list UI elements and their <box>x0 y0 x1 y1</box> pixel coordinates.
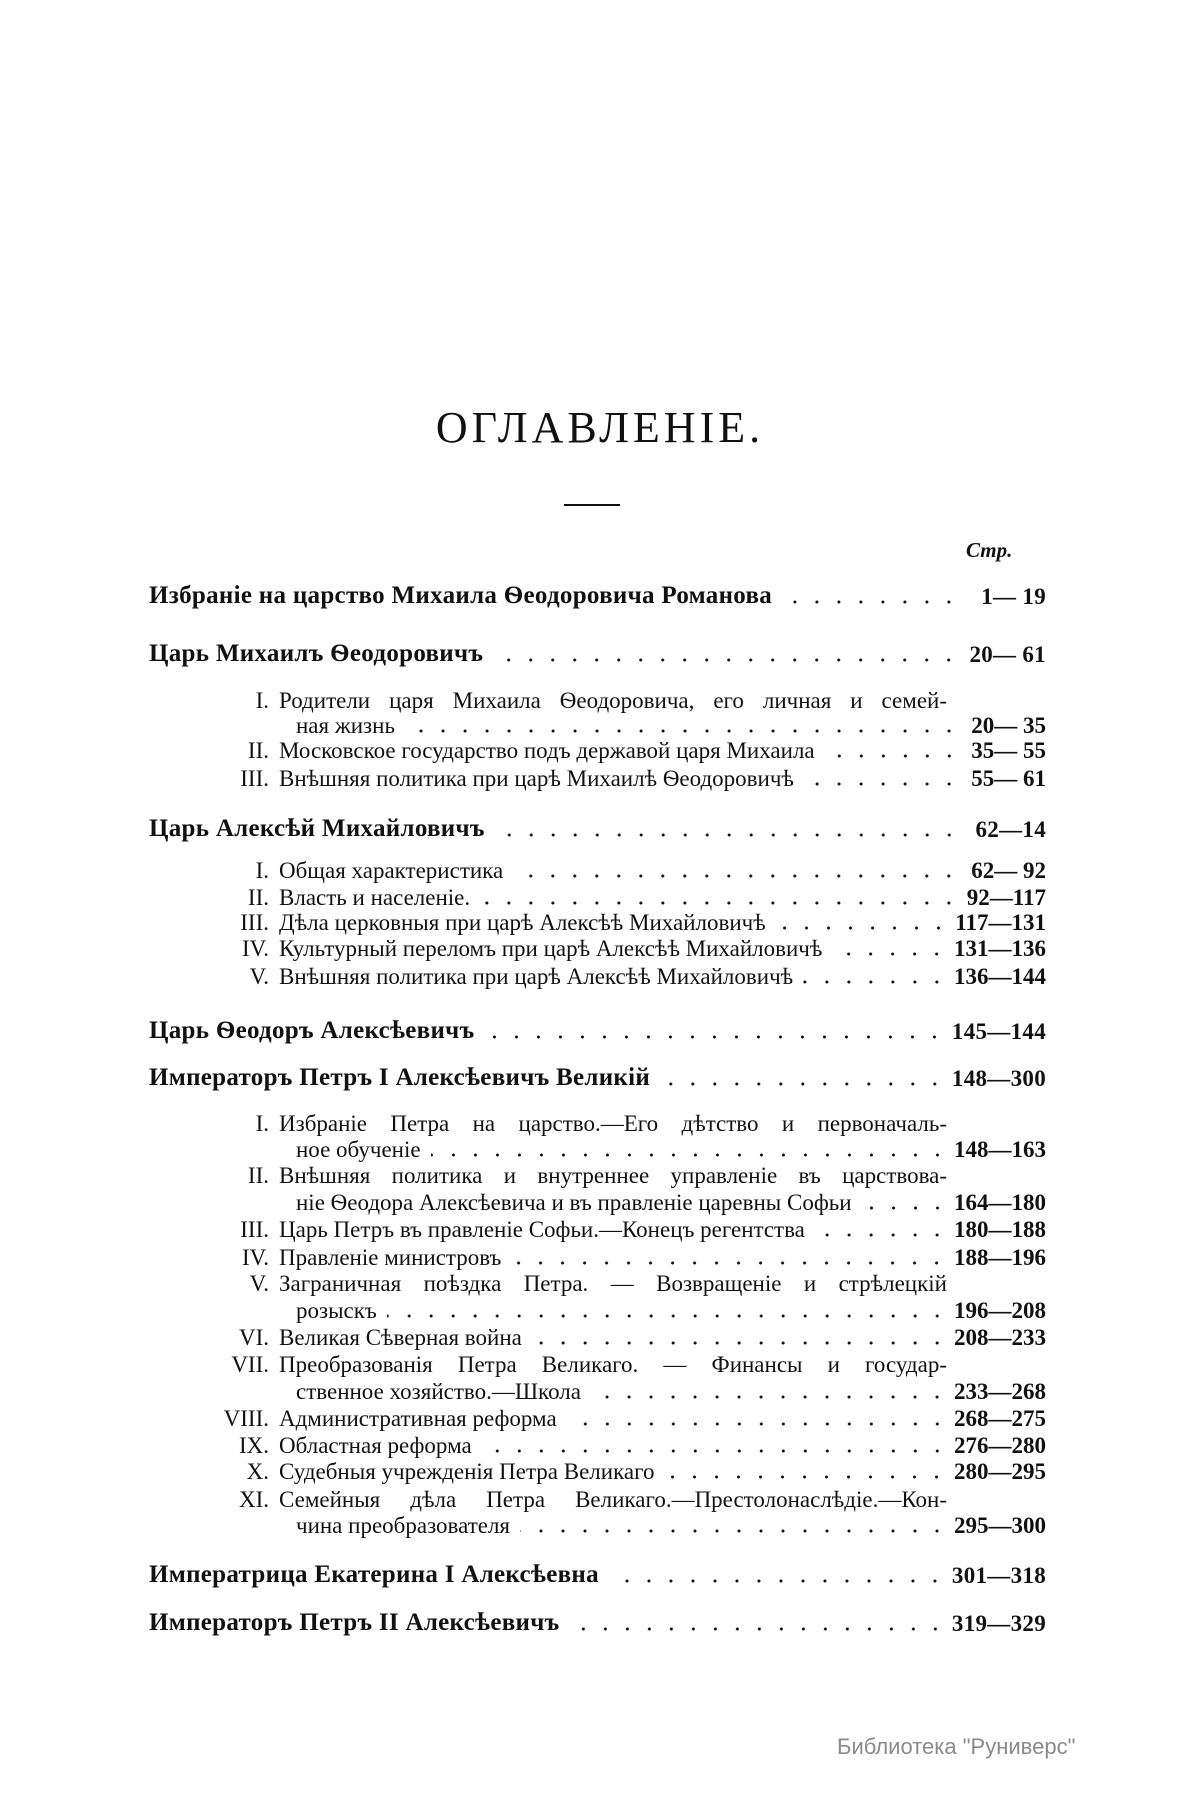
subentry-text: Царь Петръ въ правленіе Софьи.—Конецъ регентства <box>279 1217 805 1242</box>
subentry-text: ніе Ѳеодора Алексѣевича и въ правленіе царевны Софьи <box>296 1190 852 1215</box>
toc-entry <box>149 582 1046 610</box>
subentry-text: ное обученіе <box>296 1137 421 1162</box>
dot-leader <box>862 1205 948 1211</box>
roman-numeral: VII. <box>231 1352 269 1377</box>
page-range: 208—233 <box>954 1325 1046 1350</box>
dot-leader <box>782 599 960 605</box>
dot-leader <box>815 1232 948 1238</box>
toc-subentry-line <box>149 934 1046 962</box>
toc-subentry-line <box>149 883 1046 911</box>
roman-numeral: IX. <box>238 1433 269 1458</box>
page-title: ОГЛАВЛЕНІЕ. <box>435 403 765 452</box>
page-range: 233—268 <box>954 1379 1046 1404</box>
roman-numeral: II. <box>247 1163 269 1188</box>
subentry-text: Культурный переломъ при царѣ Алексѣѣ Михайловичѣ <box>279 936 823 961</box>
page-range: 92—117 <box>966 885 1046 910</box>
page-range: 301—318 <box>951 1563 1046 1588</box>
toc-subentry-line <box>149 1243 1046 1271</box>
dot-leader <box>431 1152 948 1158</box>
subentry-text: Общая характеристика <box>279 858 504 883</box>
page-column-header: Стр. <box>966 538 1013 562</box>
dot-leader <box>482 1448 948 1454</box>
dot-leader <box>804 781 960 787</box>
toc-entry <box>149 640 1046 668</box>
dot-leader <box>660 1081 946 1087</box>
subentry-text: Преобразованія Петра Великаго. — Финансы и государ- <box>279 1352 947 1377</box>
roman-numeral: IV. <box>241 936 269 961</box>
toc-subentry-line <box>149 908 1046 936</box>
toc-entry <box>149 1064 1046 1092</box>
subentry-text: Власть и населеніе. <box>279 885 471 910</box>
page-range: 62— 92 <box>971 858 1046 883</box>
subentry-text: Избраніе Петра на царство.—Его дѣтство и первоначаль- <box>279 1111 947 1136</box>
toc-entry <box>149 1561 1046 1589</box>
subentry-text: Внѣшняя политика при царѣ Михаилѣ Ѳеодоровичѣ <box>279 766 794 791</box>
toc-subentry-line <box>149 1135 1046 1163</box>
toc-subentry-line <box>149 1161 947 1189</box>
toc-subentry-line <box>149 1109 947 1137</box>
dot-leader <box>387 1313 948 1319</box>
entry-title: Императоръ Петръ II Алексѣевичъ <box>149 1609 560 1636</box>
page-range: 148—163 <box>954 1137 1046 1162</box>
subentry-text: Внѣшняя политика при царѣ Алексѣѣ Михайловичѣ <box>279 964 794 989</box>
page-range: 20— 61 <box>969 642 1046 667</box>
page-range: 268—275 <box>954 1406 1046 1431</box>
roman-numeral: II. <box>247 885 269 910</box>
toc-subentry-line <box>149 764 1046 792</box>
entry-title: Царь Ѳеодоръ Алексѣевичъ <box>149 1017 475 1044</box>
toc-subentry-line <box>149 1296 1046 1324</box>
toc-subentry-line <box>149 736 1046 764</box>
page-range: 276—280 <box>954 1433 1046 1458</box>
toc-subentry-line <box>149 1377 1046 1405</box>
dot-leader <box>776 925 950 931</box>
dot-leader <box>495 832 960 838</box>
subentry-text: Внѣшняя политика и внутреннее управленіе въ царствова- <box>279 1163 947 1188</box>
toc-subentry-line <box>149 1457 1046 1485</box>
subentry-text: чина преобразователя <box>296 1513 511 1538</box>
subentry-text: Административная реформа <box>279 1406 557 1431</box>
page-range: 145—144 <box>951 1019 1046 1044</box>
page-range: 164—180 <box>954 1190 1046 1215</box>
toc-subentry-line <box>149 1404 1046 1432</box>
toc-subentry-line <box>149 711 1046 739</box>
roman-numeral: V. <box>249 1271 269 1296</box>
roman-numeral: VI. <box>238 1325 269 1350</box>
roman-numeral: III. <box>240 910 269 935</box>
subentry-text: Областная реформа <box>279 1433 472 1458</box>
toc-subentry-line <box>149 856 1046 884</box>
page-range: 1— 19 <box>981 584 1046 609</box>
page-range: 136—144 <box>954 964 1046 989</box>
dot-leader <box>484 1034 945 1040</box>
toc-subentry-line <box>149 1215 1046 1243</box>
subentry-text: Московское государство подъ державой царя Михаила <box>279 738 815 763</box>
roman-numeral: I. <box>255 1111 269 1136</box>
dot-leader <box>570 1626 946 1632</box>
roman-numeral: III. <box>240 766 269 791</box>
page-range: 35— 55 <box>971 738 1046 763</box>
subentry-text: Дѣла церковныя при царѣ Алексѣѣ Михайловичѣ <box>279 910 766 935</box>
dot-leader <box>591 1394 948 1400</box>
subentry-text: ственное хозяйство.—Школа <box>296 1379 581 1404</box>
roman-numeral: VIII. <box>223 1406 269 1431</box>
subentry-text: Семейныя дѣла Петра Великаго.—Престолонаслѣдіе.—Кон- <box>279 1487 947 1512</box>
subentry-text: ная жизнь <box>296 713 395 738</box>
roman-numeral: V. <box>249 964 269 989</box>
page-range: 62—14 <box>975 817 1046 842</box>
roman-numeral: II. <box>247 738 269 763</box>
subentry-text: Заграничная поѣздка Петра. — Возвращеніе и стрѣлецкій <box>279 1271 947 1296</box>
dot-leader <box>493 657 960 663</box>
subentry-text: Правленіе министровъ <box>279 1245 502 1270</box>
dot-leader <box>825 753 960 759</box>
page-range: 131—136 <box>954 936 1046 961</box>
page-range: 295—300 <box>954 1513 1046 1538</box>
page-range: 117—131 <box>955 910 1046 935</box>
roman-numeral: XI. <box>238 1487 269 1512</box>
toc-subentry-line <box>149 1431 1046 1459</box>
toc-subentry-line <box>149 686 947 714</box>
entry-title: Императоръ Петръ I Алексѣевичъ Великій <box>149 1064 651 1091</box>
dot-leader <box>609 1578 946 1584</box>
roman-numeral: I. <box>255 688 269 713</box>
page-range: 148—300 <box>951 1066 1046 1091</box>
dot-leader <box>664 1474 948 1480</box>
subentry-text: Родители царя Михаила Ѳеодоровича, его личная и семей- <box>279 688 947 713</box>
page-range: 196—208 <box>954 1298 1046 1323</box>
page-range: 280—295 <box>954 1459 1046 1484</box>
toc-subentry-line <box>149 1188 1046 1216</box>
entry-title: Царь Алексѣй Михайловичъ <box>149 815 485 842</box>
roman-numeral: III. <box>240 1217 269 1242</box>
toc-subentry-line <box>149 962 1046 990</box>
page-range: 188—196 <box>954 1245 1046 1270</box>
page-range: 319—329 <box>951 1611 1046 1636</box>
toc-subentry-line <box>149 1269 947 1297</box>
page-range: 55— 61 <box>971 766 1046 791</box>
dot-leader <box>480 900 960 906</box>
toc-subentry-line <box>149 1350 947 1378</box>
toc-entry <box>149 815 1046 843</box>
roman-numeral: IV. <box>241 1245 269 1270</box>
roman-numeral: I. <box>255 858 269 883</box>
toc-subentry-line <box>149 1485 947 1513</box>
dot-leader <box>532 1340 948 1346</box>
dot-leader <box>511 1260 948 1266</box>
dot-leader <box>513 873 960 879</box>
dot-leader <box>405 728 960 734</box>
roman-numeral: X. <box>246 1459 269 1484</box>
title-divider <box>564 504 620 506</box>
dot-leader <box>803 979 948 985</box>
subentry-text: Судебныя учрежденія Петра Великаго <box>279 1459 655 1484</box>
toc-subentry-line <box>149 1511 1046 1539</box>
toc-subentry-line <box>149 1323 1046 1351</box>
entry-title: Царь Михаилъ Ѳеодоровичъ <box>149 640 484 667</box>
entry-title: Императрица Екатерина I Алексѣевна <box>149 1561 599 1588</box>
dot-leader <box>520 1528 948 1534</box>
dot-leader <box>567 1421 948 1427</box>
library-watermark: Библиотека "Руниверс" <box>837 1734 1076 1759</box>
page-range: 180—188 <box>954 1217 1046 1242</box>
toc-entry <box>149 1017 1046 1045</box>
toc-entry <box>149 1609 1046 1637</box>
page-range: 20— 35 <box>971 713 1046 738</box>
dot-leader <box>832 951 948 957</box>
subentry-text: Великая Сѣверная война <box>279 1325 522 1350</box>
entry-title: Избраніе на царство Михаила Ѳеодоровича Романова <box>149 582 773 609</box>
subentry-text: розыскъ <box>296 1298 377 1323</box>
